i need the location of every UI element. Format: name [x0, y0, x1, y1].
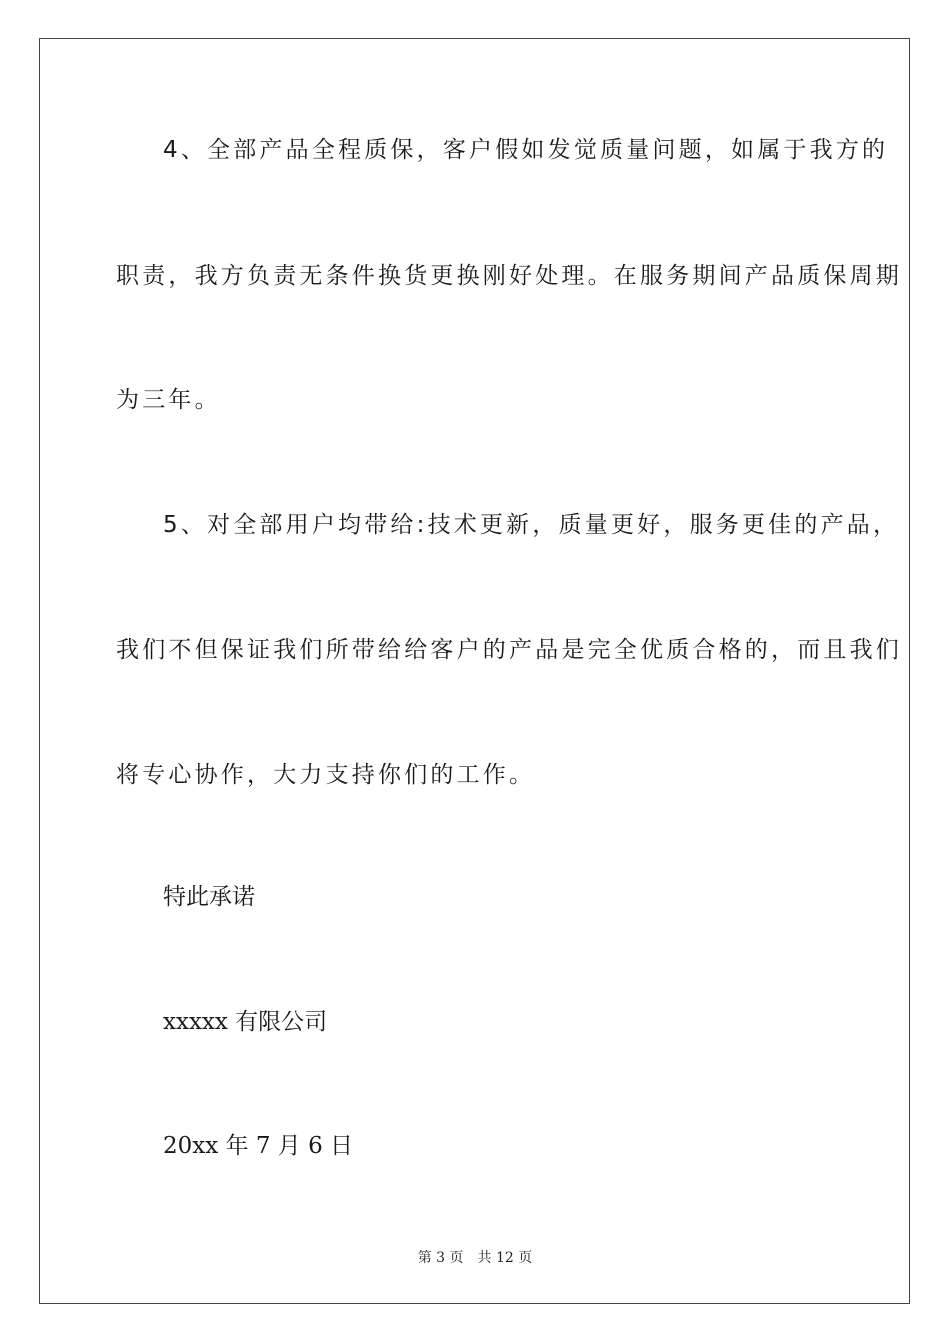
- closing-statement: 特此承诺: [163, 884, 255, 910]
- company-name: xxxxx 有限公司: [163, 1009, 328, 1035]
- paragraph-4-line-2: 职责，我方负责无条件换货更换刚好处理。在服务期间产品质保周期: [116, 263, 902, 289]
- page-footer: [0, 1247, 950, 1267]
- page-number: 第 3 页: [417, 1250, 464, 1266]
- paragraph-5-line-1: 5、对全部用户均带给:技术更新，质量更好，服务更佳的产品，: [163, 512, 900, 538]
- signature-date: 20xx 年 7 月 6 日: [163, 1133, 354, 1159]
- paragraph-5-line-3: 将专心协作，大力支持你们的工作。: [116, 762, 536, 788]
- paragraph-4-line-1: 4、全部产品全程质保，客户假如发觉质量问题，如属于我方的: [163, 137, 889, 163]
- paragraph-4-line-3: 为三年。: [116, 387, 221, 413]
- page-frame: [39, 38, 910, 1304]
- paragraph-5-line-2: 我们不但保证我们所带给给客户的产品是完全优质合格的，而且我们: [116, 637, 902, 663]
- page-total: 共 12 页: [477, 1250, 533, 1266]
